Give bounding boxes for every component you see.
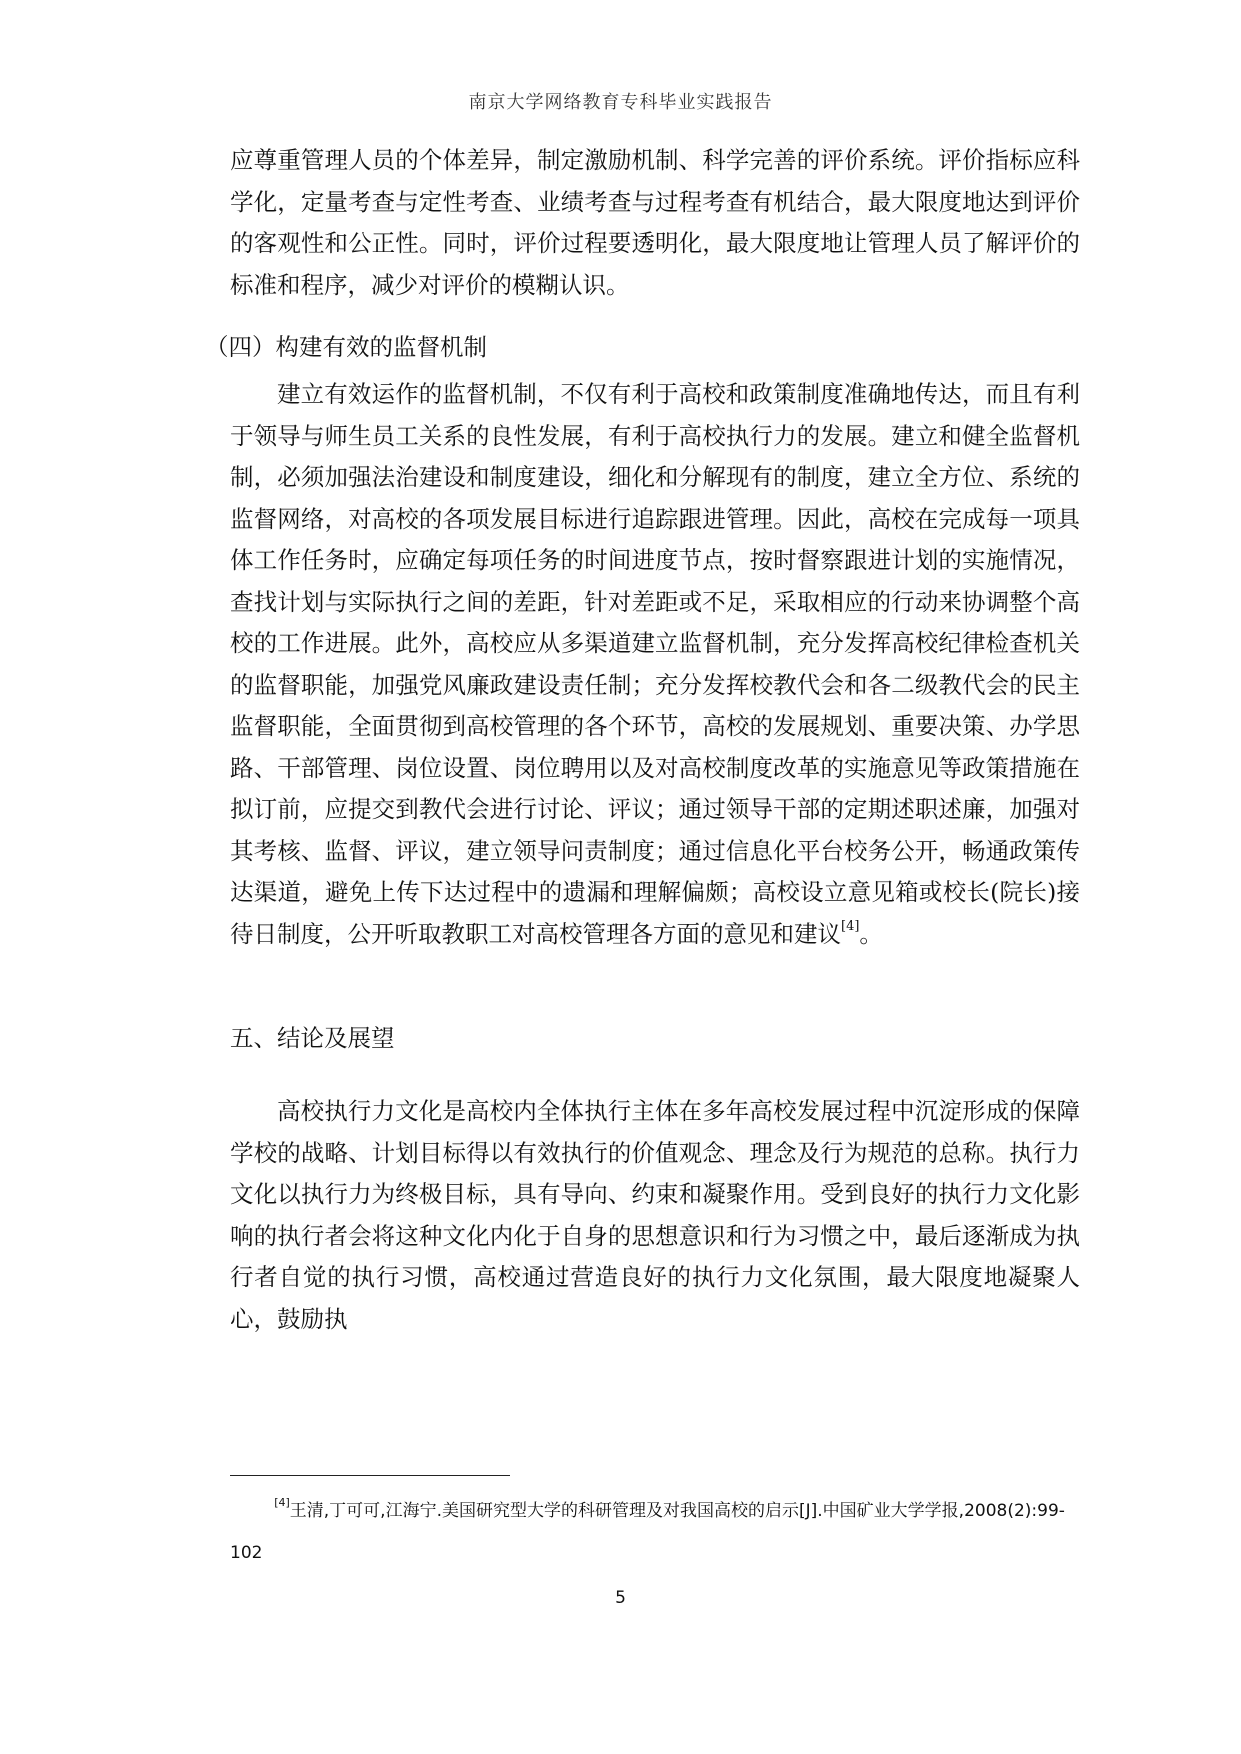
paragraph-evaluation-system: 应尊重管理人员的个体差异，制定激励机制、科学完善的评价系统。评价指标应科学化，定量考查与定性考查、业绩考查与过程考查有机结合，最大限度地达到评价的客观性和公正性。同时，评价过程要透明化，最大限度地让管理人员了解评价的标准和程序，减少对评价的模糊认识。 xyxy=(230,146,1080,299)
paragraph-supervision-mechanism xyxy=(230,374,1080,955)
page-number: 5 xyxy=(615,1588,626,1608)
footnote-marker: [4] xyxy=(274,1496,290,1510)
paragraph-supervision-text: 建立有效运作的监督机制，不仅有利于高校和政策制度准确地传达，而且有利于领导与师生员工关系的良性发展，有利于高校执行力的发展。建立和健全监督机制，必须加强法治建设和制度建设，细化和分解现有的制度，建立全方位、系统的监督网络，对高校的各项发展目标进行追踪跟进管理。因此，高校在完成每一项具体工作任务时，应确定每项任务的时间进度节点，按时督察跟进计划的实施情况，查找计划与实际执行之间的差距，针对差距或不足，采取相应的行动来协调整个高校的工作进展。此外，高校应从多渠道建立监督机制，充分发挥高校纪律检查机关的监督职能，加强党风廉政建设责任制；充分发挥校教代会和各二级教代会的民主监督职能，全面贯彻到高校管理的各个环节，高校的发展规划、重要决策、办学思路、干部管理、岗位设置、岗位聘用以及对高校制度改革的实施意见等政策措施在拟订前，应提交到教代会进行讨论、评议；通过领导干部的定期述职述廉，加强对其考核、监督、评议，建立领导问责制度；通过信息化平台校务公开，畅通政策传达渠道，避免上传下达过程中的遗漏和理解偏颇；高校设立意见箱或校长(院长)接待日制度，公开听取教职工对高校管理各方面的意见和建议 xyxy=(230,380,1080,948)
page-header-title: 南京大学网络教育专科毕业实践报告 xyxy=(468,92,773,113)
footnote-text: 王清,丁可可,江海宁.美国研究型大学的科研管理及对我国高校的启示[J].中国矿业大学学报,2008(2):99-102 xyxy=(230,1501,1065,1563)
citation-marker: [4] xyxy=(841,918,860,934)
footnote-separator xyxy=(230,1475,510,1476)
section-heading-supervision: （四）构建有效的监督机制 xyxy=(205,333,487,361)
paragraph-conclusion: 高校执行力文化是高校内全体执行主体在多年高校发展过程中沉淀形成的保障学校的战略、计划目标得以有效执行的价值观念、理念及行为规范的总称。执行力文化以执行力为终极目标，具有导向、约束和凝聚作用。受到良好的执行力文化影响的执行者会将这种文化内化于自身的思想意识和行为习惯之中，最后逐渐成为执行者自觉的执行习惯，高校通过营造良好的执行力文化氛围，最大限度地凝聚人心，鼓励执 xyxy=(230,1097,1080,1333)
paragraph-supervision-end: 。 xyxy=(859,919,883,948)
footnote-reference-4 xyxy=(230,1490,1080,1574)
chapter-heading-conclusion: 五、结论及展望 xyxy=(230,1024,395,1052)
